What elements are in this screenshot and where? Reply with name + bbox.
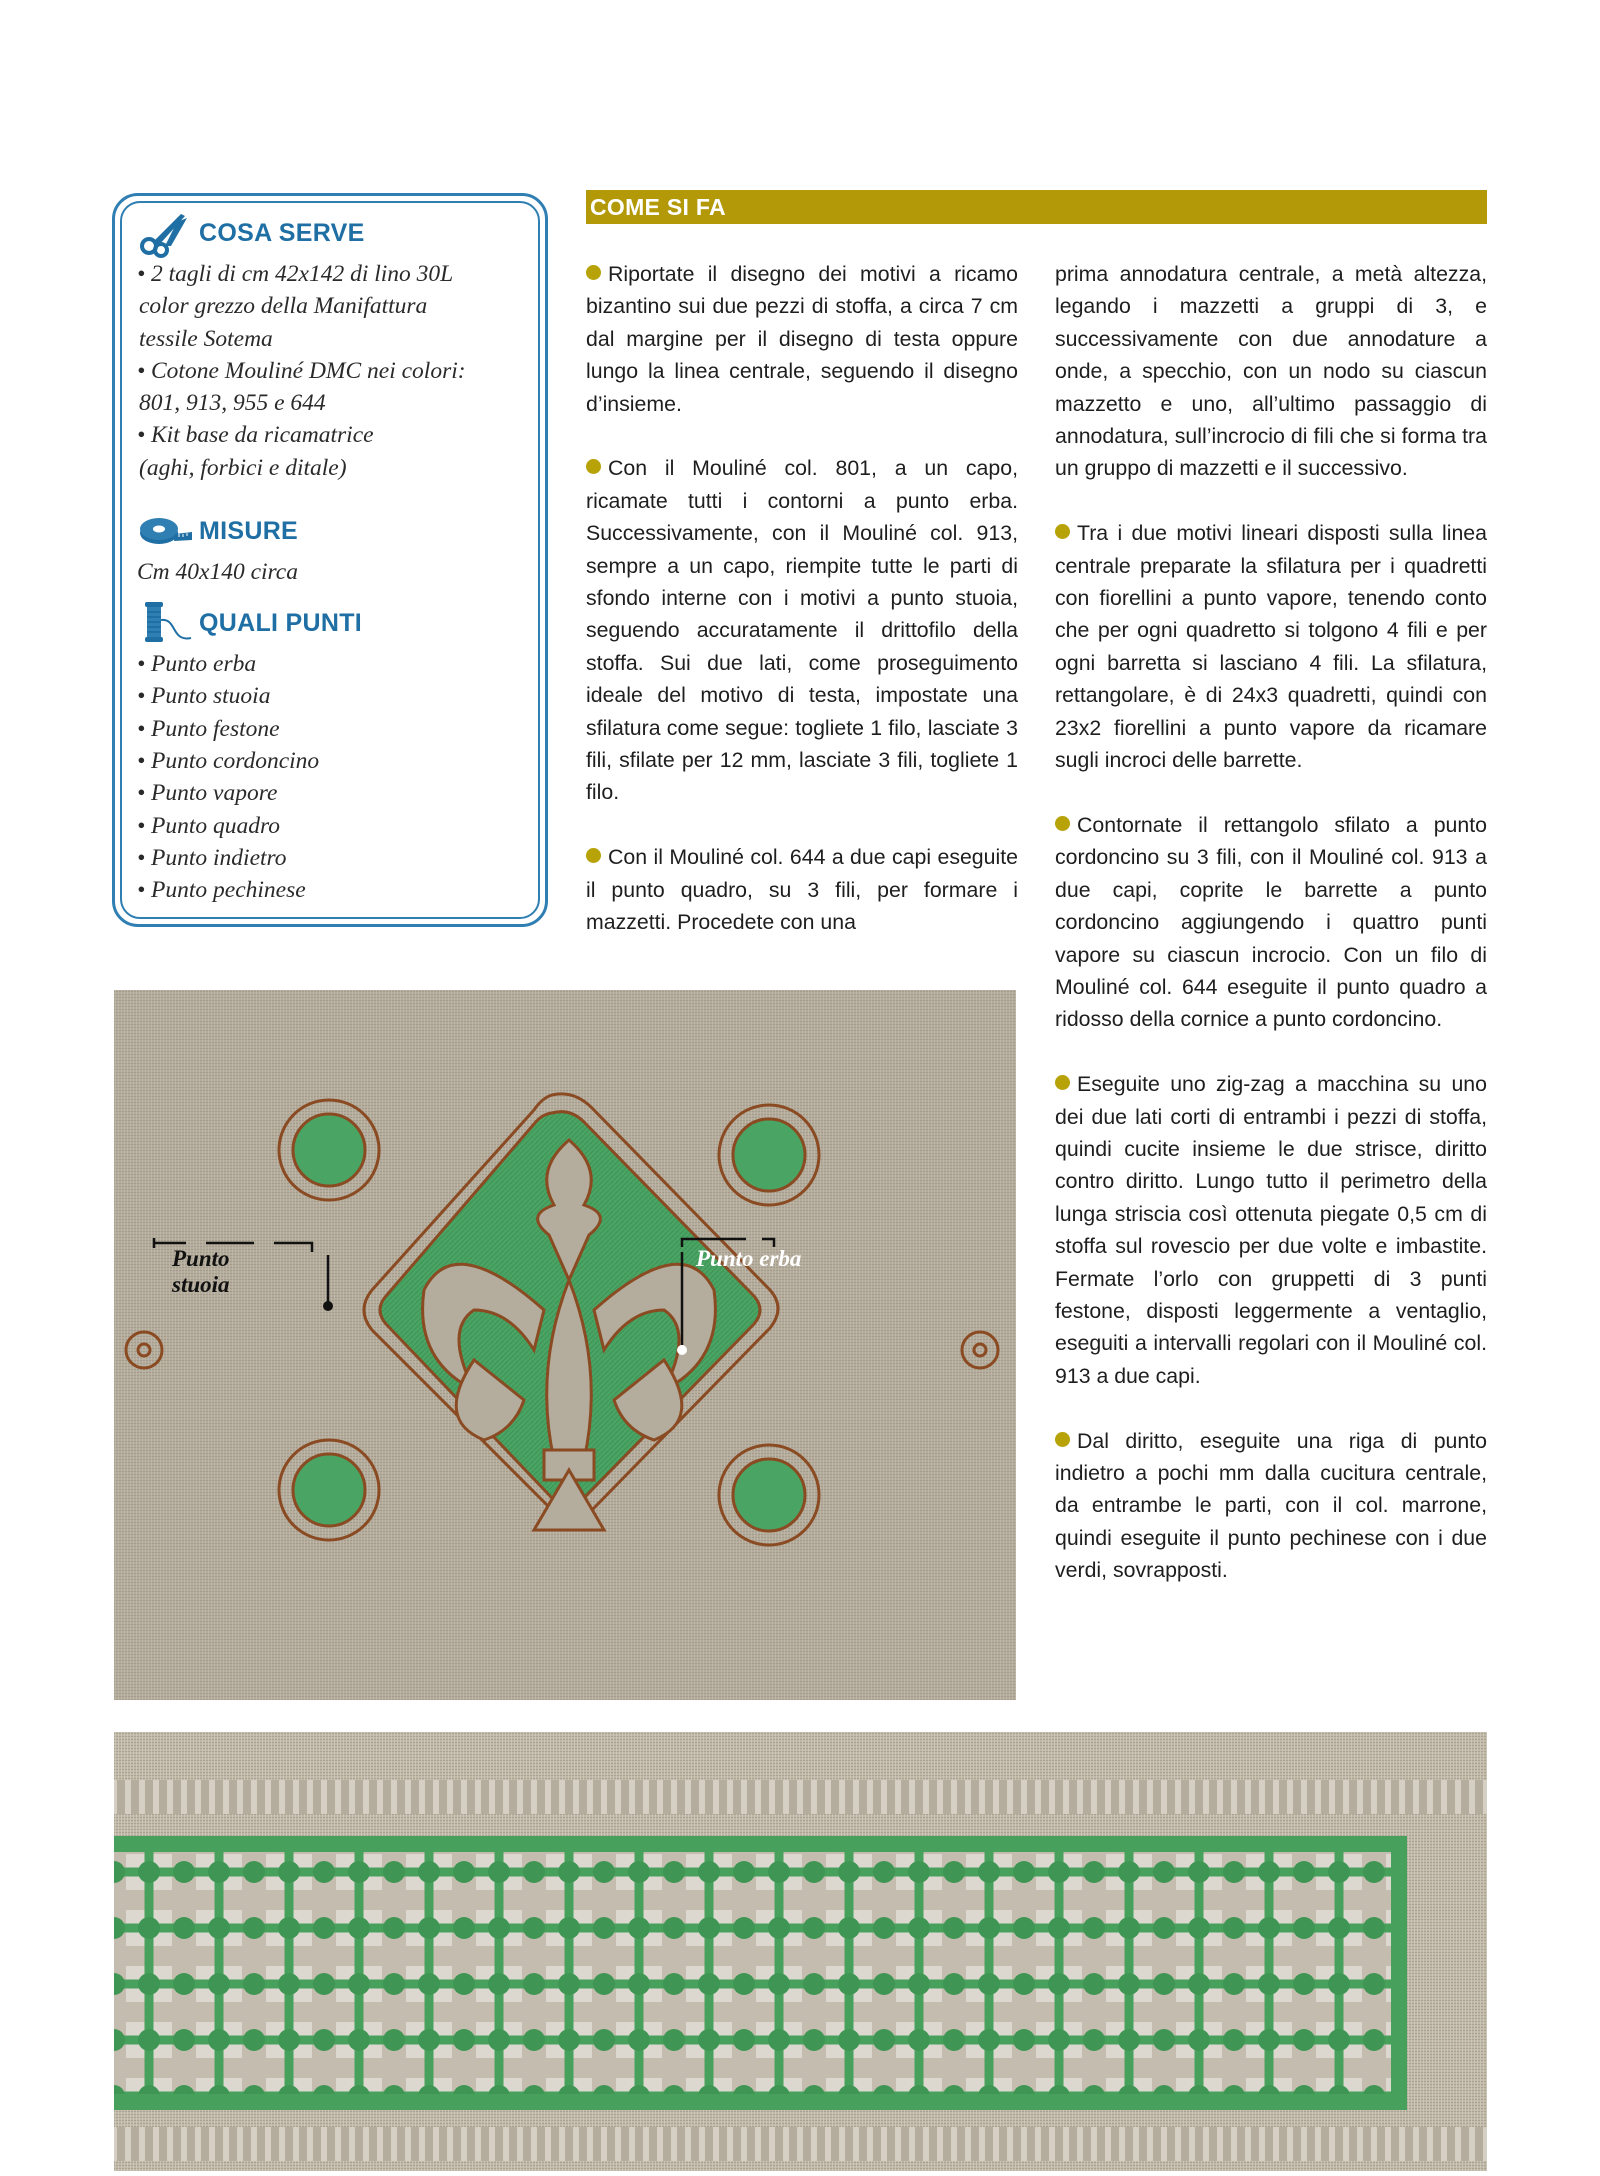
- list-item: • 2 tagli di cm 42x142 di lino 30L color grezzo della Manifattura tessile Sotema: [137, 261, 454, 352]
- bullet-dot-icon: [586, 848, 601, 863]
- embroidery-motif-photo: [114, 990, 1016, 1700]
- bullet-dot-icon: [1055, 1075, 1070, 1090]
- instructions-column-left: [586, 258, 1018, 971]
- cosa-serve-header: [137, 208, 529, 258]
- materials-list: [137, 258, 529, 484]
- misure-text: Cm 40x140 circa: [137, 559, 298, 586]
- quali-punti-header: [137, 598, 529, 648]
- bullet-dot-icon: [586, 459, 601, 474]
- list-item: • Punto vapore: [137, 780, 278, 807]
- thread-spool-icon: [137, 598, 193, 648]
- list-item: • Punto indietro: [137, 844, 287, 871]
- list-item: • Cotone Mouliné DMC nei colori: 801, 913, 955 e 644: [137, 357, 466, 417]
- list-item: • Punto cordoncino: [137, 747, 320, 774]
- paragraph-continuation: prima annodatura centrale, a metà altezza, legando i mazzetti a gruppi di 3, e successivamente con due annodature a onde, a specchio, con un nodo su ciascun mazzetto e uno, all’ultimo passaggio di annodatura, sull’incrocio di fili che si forma tra un gruppo di mazzetti e il successivo.: [1055, 262, 1487, 481]
- paragraph: Con il Mouliné col. 801, a un capo, ricamate tutti i contorni a punto erba. Successivamente, con il Mouliné col. 913, sempre a un capo, riempite tutte le parti di sfondo interne con i motivi a punto stuoia, seguendo accuratamente il drittofilo della stoffa. Sui due lati, come proseguimento ideale del motivo di testa, impostate una sfilatura come segue: togliete 1 filo, lasciate 3 fili, sfilate per 12 mm, lasciate 3 fili, togliete 1 filo.: [586, 456, 1018, 805]
- bullet-dot-icon: [1055, 816, 1070, 831]
- paragraph: Riportate il disegno dei motivi a ricamo bizantino sui due pezzi di stoffa, a circa 7 cm dal margine per il disegno di testa oppure lungo la linea centrale, seguendo il disegno d’insieme.: [586, 262, 1018, 416]
- instructions-column-right: [1055, 258, 1487, 1619]
- list-item: • Punto erba: [137, 651, 257, 678]
- paragraph: Dal diritto, eseguite una riga di punto indietro a pochi mm dalla cucitura centrale, da entrambe le parti, con il col. marrone, quindi eseguite il punto pechinese con i due verdi, sovrapposti.: [1055, 1428, 1487, 1583]
- cosa-serve-title: COSA SERVE: [199, 218, 365, 247]
- embroidery-motif-image: [114, 990, 1016, 1700]
- scissors-icon: [137, 208, 193, 258]
- quali-punti-title: QUALI PUNTI: [199, 608, 363, 637]
- tape-measure-icon: [137, 506, 193, 556]
- stitches-list: [137, 648, 529, 906]
- drawn-thread-photo: [114, 1732, 1487, 2171]
- bullet-dot-icon: [1055, 524, 1070, 539]
- paragraph: Tra i due motivi lineari disposti sulla linea centrale preparate la sfilatura per i quadretti con fiorellini a punto vapore, tenendo conto che per ogni quadretto si tolgono 4 fili e per ogni barretta si lasciano 4 fili. La sfilatura, rettangolare, è di 24x3 quadretti, quindi con 23x2 fiorellini a punto vapore da ricamare sugli incroci delle barrette.: [1055, 521, 1487, 773]
- paragraph: Eseguite uno zig-zag a macchina su uno dei due lati corti di entrambi i pezzi di stoffa, quindi cucite insieme le due strisce, diritto contro diritto. Lungo tutto il perimetro della lunga striscia così ottenuta piegate 0,5 cm di stoffa sul rovescio per due volte e imbastite. Fermate l’orlo con gruppetti di 3 punti festone, disposti leggermente a ventaglio, eseguiti a intervalli regolari con il Mouliné col. 913 a due capi.: [1055, 1072, 1487, 1388]
- section-band: [586, 190, 1487, 224]
- callout-punto-stuoia: Punto stuoia: [172, 1246, 230, 1297]
- callout-punto-erba: Punto erba: [696, 1246, 802, 1271]
- paragraph: Contornate il rettangolo sfilato a punto cordoncino su 3 fili, con il Mouliné col. 913 a due capi, coprite le barrette a punto cordoncino aggiungendo i quattro punti vapore su ciascun incrocio. Con un filo di Mouliné col. 644 eseguite il punto quadro a ridosso della cornice a punto cordoncino.: [1055, 812, 1487, 1032]
- bullet-dot-icon: [1055, 1432, 1070, 1447]
- paragraph: Con il Mouliné col. 644 a due capi eseguite il punto quadro, su 3 fili, per formare i mazzetti. Procedete con una: [586, 845, 1018, 935]
- list-item: • Punto quadro: [137, 812, 281, 839]
- bullet-dot-icon: [586, 265, 601, 280]
- misure-title: MISURE: [199, 516, 299, 545]
- list-item: • Punto stuoia: [137, 683, 271, 710]
- list-item: • Punto festone: [137, 715, 280, 742]
- materials-box: [112, 193, 548, 927]
- misure-header: [137, 506, 529, 556]
- section-title: COME SI FA: [590, 194, 726, 220]
- drawn-thread-image: [114, 1732, 1487, 2171]
- list-item: • Punto pechinese: [137, 877, 306, 904]
- list-item: • Kit base da ricamatrice (aghi, forbici e ditale): [137, 422, 374, 481]
